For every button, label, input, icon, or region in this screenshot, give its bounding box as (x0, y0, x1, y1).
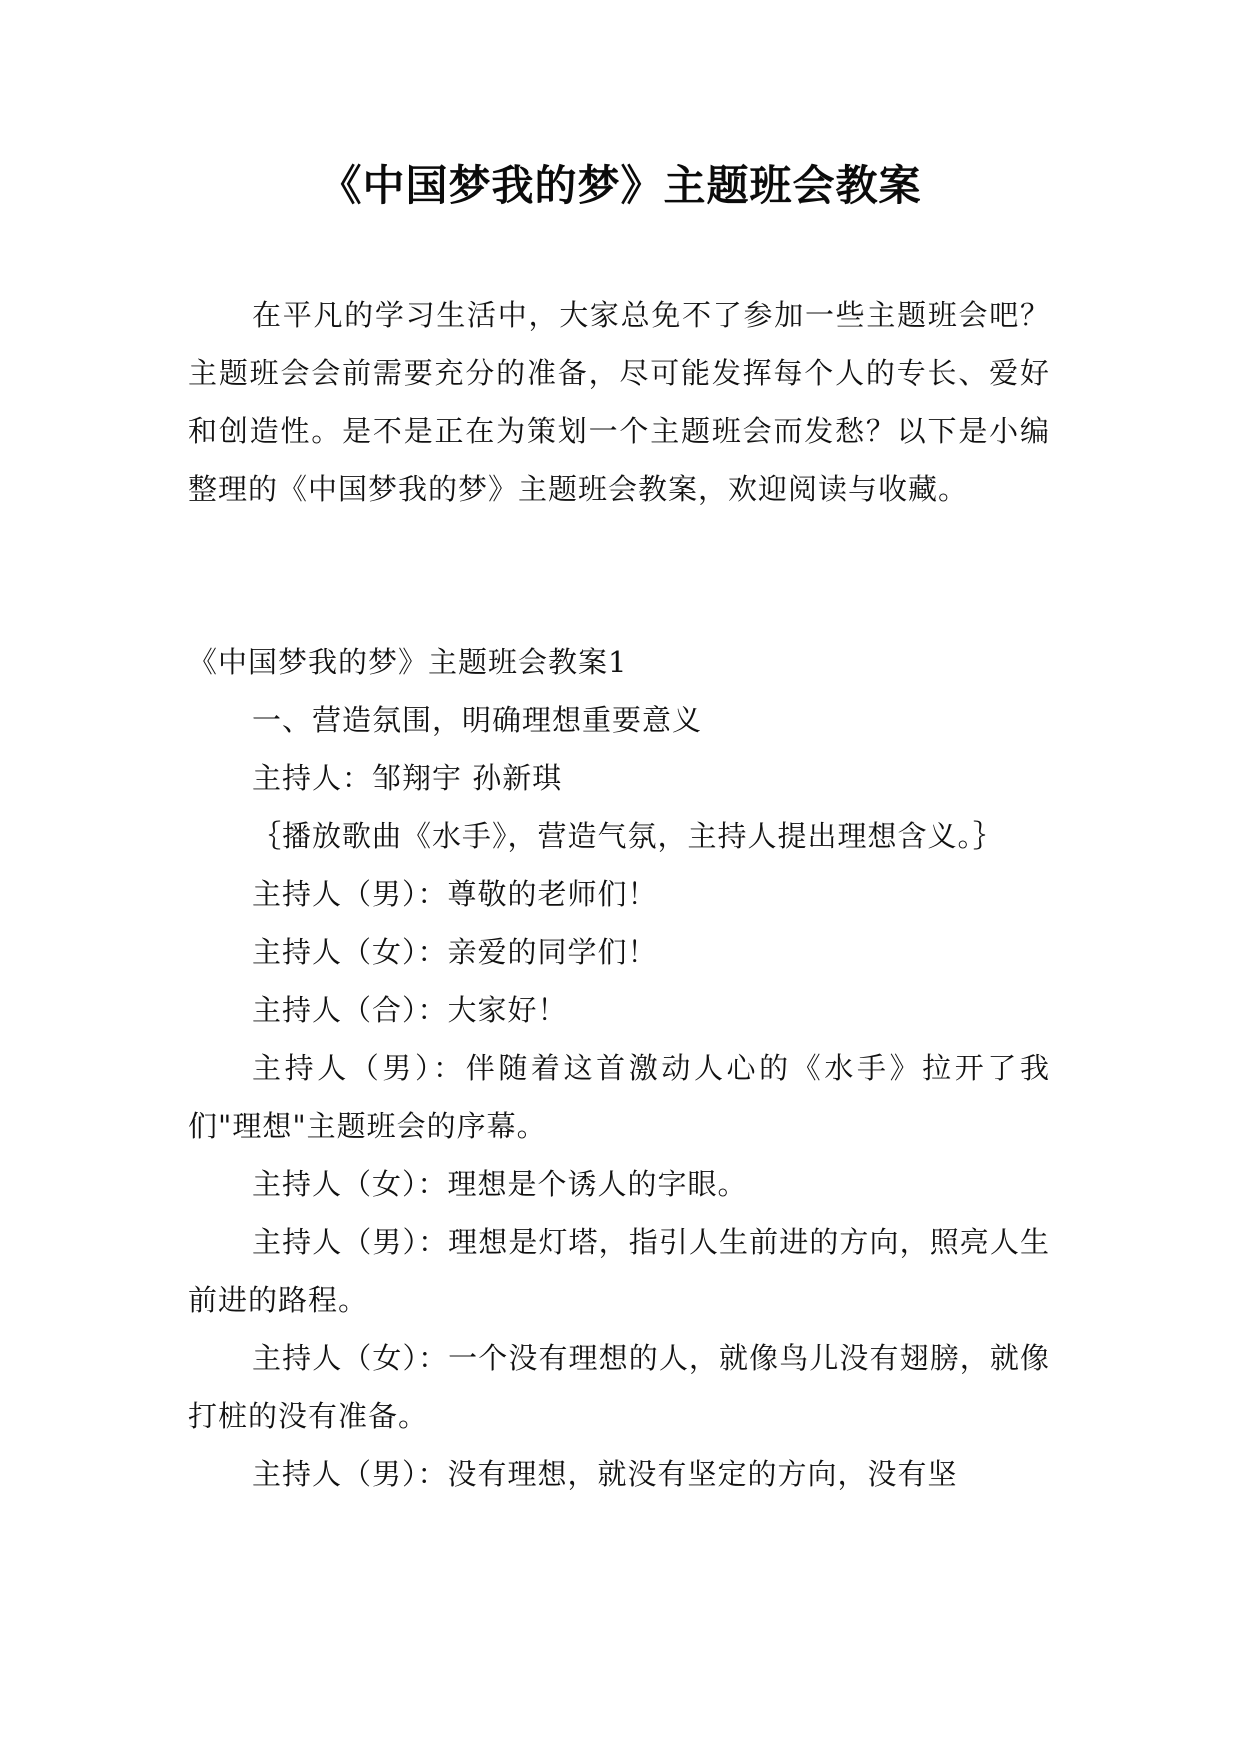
paragraph-dialogue: 主持人（男）：理想是灯塔，指引人生前进的方向，照亮人生前进的路程。 (188, 1225, 1050, 1317)
paragraph-dialogue: 主持人（男）：尊敬的老师们！ (252, 877, 658, 911)
section-block (188, 633, 1050, 1503)
paragraph-stage-direction: ｛播放歌曲《水手》，营造气氛，主持人提出理想含义。｝ (252, 819, 1004, 853)
paragraph-dialogue: 主持人（女）：亲爱的同学们！ (252, 935, 658, 969)
paragraph-dialogue: 主持人（女）：理想是个诱人的字眼。 (252, 1167, 748, 1201)
paragraph-section-one-heading: 一、营造氛围，明确理想重要意义 (252, 703, 703, 737)
paragraph-dialogue: 主持人（女）：一个没有理想的人，就像鸟儿没有翅膀，就像打桩的没有准备。 (188, 1341, 1050, 1433)
section-title: 《中国梦我的梦》主题班会教案1 (188, 645, 628, 679)
intro-block (188, 286, 1050, 518)
paragraph-dialogue: 主持人（合）：大家好！ (252, 993, 568, 1027)
document-title: 《中国梦我的梦》主题班会教案 (319, 161, 922, 210)
paragraph-dialogue: 主持人（男）：伴随着这首激动人心的《水手》拉开了我们"理想"主题班会的序幕。 (188, 1051, 1050, 1143)
intro-paragraph: 在平凡的学习生活中，大家总免不了参加一些主题班会吧？主题班会会前需要充分的准备，尽可能发挥每个人的专长、爱好和创造性。是不是正在为策划一个主题班会而发愁？以下是小编整理的《中国梦我的梦》主题班会教案，欢迎阅读与收藏。 (188, 298, 1050, 506)
paragraph-dialogue: 主持人（男）：没有理想，就没有坚定的方向，没有坚 (252, 1457, 958, 1491)
paragraph-hosts: 主持人：邹翔宇 孙新琪 (252, 761, 563, 795)
